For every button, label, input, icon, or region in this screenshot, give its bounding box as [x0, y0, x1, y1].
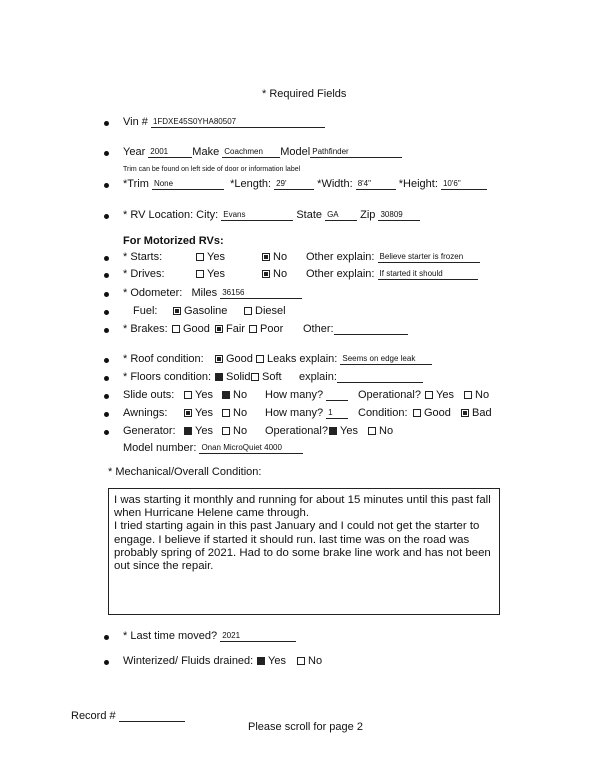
starts-row	[123, 251, 162, 263]
bullet	[104, 183, 109, 188]
other-label: Other:	[303, 323, 334, 335]
awnings-label: Awnings:	[123, 407, 168, 419]
option-label: Yes	[207, 268, 225, 280]
option-label: No	[233, 425, 248, 437]
model-number-label: Model number:	[123, 442, 197, 454]
slide-yes-option[interactable]	[184, 389, 213, 401]
miles-label: Miles	[191, 287, 218, 299]
checkbox-icon[interactable]	[222, 427, 230, 435]
record-row	[71, 710, 185, 722]
option-label: Yes	[195, 425, 213, 437]
other-explain-label: Other explain:	[306, 251, 375, 263]
record-label: Record #	[71, 710, 116, 722]
floors-soft-option[interactable]	[251, 371, 282, 383]
bullet	[104, 273, 109, 278]
starts-explain-field[interactable]: Believe starter is frozen	[378, 252, 480, 263]
checkbox-icon[interactable]	[251, 373, 259, 381]
slide-op-yes-option[interactable]	[425, 389, 454, 401]
checkbox-filled-icon[interactable]	[257, 657, 265, 665]
checkbox-icon[interactable]	[368, 427, 376, 435]
drives-yes-option[interactable]	[196, 268, 225, 280]
make-label: Make	[192, 146, 220, 158]
slide-operational-label: Operational?	[358, 389, 421, 401]
option-label: No	[273, 251, 288, 263]
option-label: Bad	[472, 407, 492, 419]
checkbox-icon[interactable]	[196, 253, 204, 261]
bullet	[104, 310, 109, 315]
awnings-good-option[interactable]	[413, 407, 451, 419]
winterized-yes-option[interactable]	[257, 655, 286, 667]
checkbox-filled-icon[interactable]	[222, 391, 230, 399]
option-label: Solid	[226, 371, 251, 383]
brakes-fair-option[interactable]	[215, 323, 245, 335]
scroll-note: Please scroll for page 2	[248, 721, 363, 733]
brakes-label: * Brakes:	[123, 323, 168, 335]
mechanical-textarea[interactable]	[108, 488, 500, 615]
drives-explain-field[interactable]: If started it should	[378, 269, 478, 280]
awnings-count-field[interactable]: 1	[326, 408, 348, 419]
checkbox-icon[interactable]	[413, 409, 421, 417]
city-label: * RV Location: City:	[123, 209, 219, 221]
leaks-explain-field[interactable]: Seems on edge leak	[340, 354, 432, 365]
checkbox-icon[interactable]	[196, 270, 204, 278]
generator-op-no-option[interactable]	[368, 425, 393, 437]
state-label: State	[296, 209, 322, 221]
checkbox-filled-icon[interactable]	[215, 373, 223, 381]
option-label: Poor	[260, 323, 284, 335]
checkbox-icon[interactable]	[184, 391, 192, 399]
bullet	[104, 328, 109, 333]
bullet	[104, 412, 109, 417]
option-label: No	[475, 389, 490, 401]
bullet	[104, 214, 109, 219]
record-field[interactable]	[119, 721, 185, 722]
option-label: Yes	[436, 389, 454, 401]
awnings-no-option[interactable]	[222, 407, 247, 419]
checkbox-icon[interactable]	[249, 325, 257, 333]
slide-count-field[interactable]	[326, 400, 348, 401]
option-label: Yes	[268, 655, 286, 667]
year-field[interactable]: 2001	[148, 147, 192, 158]
checkbox-icon[interactable]	[222, 409, 230, 417]
miles-field[interactable]: 36156	[220, 288, 302, 299]
checkbox-checked-icon[interactable]	[215, 355, 223, 363]
fuel-label: Fuel:	[133, 305, 158, 317]
motorized-heading: For Motorized RVs:	[123, 235, 224, 247]
bullet	[104, 256, 109, 261]
bullet	[104, 394, 109, 399]
awnings-how-many	[265, 407, 348, 419]
option-label: Soft	[262, 371, 282, 383]
bullet	[104, 151, 109, 156]
option-label: Diesel	[255, 305, 286, 317]
checkbox-checked-icon[interactable]	[262, 270, 270, 278]
last-moved-label: * Last time moved?	[123, 630, 218, 642]
brakes-poor-option[interactable]	[249, 323, 283, 335]
slide-how-many	[265, 389, 348, 401]
year-label: Year	[123, 146, 146, 158]
location-row	[123, 209, 420, 221]
checkbox-icon[interactable]	[425, 391, 433, 399]
winterized-no-option[interactable]	[297, 655, 322, 667]
width-label: *Width:	[317, 178, 353, 190]
bullet	[104, 430, 109, 435]
explain-label: explain:	[299, 371, 337, 383]
odometer-row	[123, 287, 302, 299]
vin-row	[123, 116, 325, 128]
bullet	[104, 292, 109, 297]
option-label: Yes	[340, 425, 358, 437]
starts-yes-option[interactable]	[196, 251, 225, 263]
height-label: *Height:	[398, 178, 438, 190]
last-moved-field[interactable]: 2021	[220, 631, 296, 642]
slide-outs-label: Slide outs:	[123, 389, 175, 401]
winterized-label: Winterized/ Fluids drained:	[123, 655, 254, 667]
other-explain-label: Other explain:	[306, 268, 375, 280]
model-label: Model	[280, 146, 311, 158]
required-fields-note: * Required Fields	[262, 88, 347, 100]
awnings-yes-option[interactable]	[184, 407, 213, 419]
model-number-row	[123, 442, 303, 454]
roof-label: * Roof condition:	[123, 353, 204, 365]
awnings-condition-label: Condition:	[358, 407, 408, 419]
make-field[interactable]: Coachmen	[222, 147, 280, 158]
bullet	[104, 121, 109, 126]
vin-field[interactable]: 1FDXE45S0YHA80507	[151, 117, 325, 128]
checkbox-checked-icon[interactable]	[461, 409, 469, 417]
option-label: Good	[183, 323, 210, 335]
starts-explain	[306, 251, 480, 263]
mechanical-paragraph: I was starting it monthly and running for about 15 minutes until this past fall when Hurricane Helene came through.	[114, 494, 491, 520]
checkbox-icon[interactable]	[172, 325, 180, 333]
model-number-field[interactable]: Onan MicroQuiet 4000	[199, 443, 303, 454]
brakes-other	[303, 323, 408, 335]
length-field[interactable]: 29'	[274, 179, 314, 190]
slide-op-no-option[interactable]	[464, 389, 489, 401]
generator-no-option[interactable]	[222, 425, 247, 437]
trim-field[interactable]: None	[152, 179, 224, 190]
city-field[interactable]: Evans	[221, 210, 293, 221]
roof-good-option[interactable]	[215, 353, 253, 365]
floors-explain-field[interactable]	[337, 382, 423, 383]
checkbox-checked-icon[interactable]	[173, 307, 181, 315]
width-field[interactable]: 8'4"	[356, 179, 396, 190]
awnings-bad-option[interactable]	[461, 407, 492, 419]
height-field[interactable]: 10'6"	[441, 179, 487, 190]
generator-yes-option[interactable]	[184, 425, 213, 437]
option-label: Good	[226, 353, 253, 365]
zip-field[interactable]: 30809	[378, 210, 420, 221]
floors-solid-option[interactable]	[215, 371, 250, 383]
brakes-other-field[interactable]	[334, 334, 408, 335]
mechanical-label: * Mechanical/Overall Condition:	[108, 466, 262, 478]
zip-label: Zip	[360, 209, 376, 221]
odometer-label: * Odometer:	[123, 287, 183, 299]
checkbox-filled-icon[interactable]	[329, 427, 337, 435]
vin-label: Vin #	[123, 116, 148, 128]
vehicle-row	[123, 146, 402, 158]
how-many-label: How many?	[265, 389, 324, 401]
bullet	[104, 660, 109, 665]
floors-explain	[299, 371, 423, 383]
brakes-good-option[interactable]	[172, 323, 210, 335]
slide-no-option[interactable]	[222, 389, 247, 401]
drives-explain	[306, 268, 478, 280]
checkbox-icon[interactable]	[297, 657, 305, 665]
bullet	[104, 376, 109, 381]
checkbox-icon[interactable]	[464, 391, 472, 399]
generator-operational-label: Operational?	[265, 425, 328, 437]
state-field[interactable]: GA	[325, 210, 357, 221]
checkbox-icon[interactable]	[244, 307, 252, 315]
generator-label: Generator:	[123, 425, 176, 437]
fuel-diesel-option[interactable]	[244, 305, 286, 317]
leaks-label: Leaks explain:	[267, 353, 338, 365]
option-label: Yes	[195, 389, 213, 401]
model-field[interactable]: Pathfinder	[310, 147, 402, 158]
option-label: Gasoline	[184, 305, 228, 317]
last-moved-row	[123, 630, 296, 642]
checkbox-checked-icon[interactable]	[262, 253, 270, 261]
option-label: No	[233, 407, 248, 419]
dimensions-row	[123, 178, 487, 190]
length-label: *Length:	[230, 178, 272, 190]
drives-no-option[interactable]	[262, 268, 287, 280]
roof-leaks	[256, 353, 432, 365]
checkbox-checked-icon[interactable]	[184, 409, 192, 417]
option-label: No	[273, 268, 288, 280]
drives-label: * Drives:	[123, 268, 165, 280]
trim-note: Trim can be found on left side of door or information label	[123, 166, 301, 173]
fuel-gasoline-option[interactable]	[173, 305, 227, 317]
starts-no-option[interactable]	[262, 251, 287, 263]
generator-op-yes-option[interactable]	[329, 425, 358, 437]
how-many-label: How many?	[265, 407, 324, 419]
option-label: Fair	[226, 323, 245, 335]
mechanical-paragraph: I tried starting again in this past January and I could not get the starter to engage. I believe if started it should run. last time was on the road was probably spring of 2021. Had to do some brake line work and has not been out since the repair.	[114, 520, 491, 573]
option-label: Yes	[195, 407, 213, 419]
option-label: No	[308, 655, 323, 667]
checkbox-icon[interactable]	[256, 355, 264, 363]
option-label: Yes	[207, 251, 225, 263]
option-label: No	[379, 425, 394, 437]
floors-label: * Floors condition:	[123, 371, 212, 383]
option-label: Good	[424, 407, 451, 419]
trim-label: *Trim	[123, 178, 149, 190]
checkbox-checked-icon[interactable]	[215, 325, 223, 333]
starts-label: * Starts:	[123, 251, 163, 263]
checkbox-filled-icon[interactable]	[184, 427, 192, 435]
bullet	[104, 358, 109, 363]
bullet	[104, 635, 109, 640]
option-label: No	[233, 389, 248, 401]
